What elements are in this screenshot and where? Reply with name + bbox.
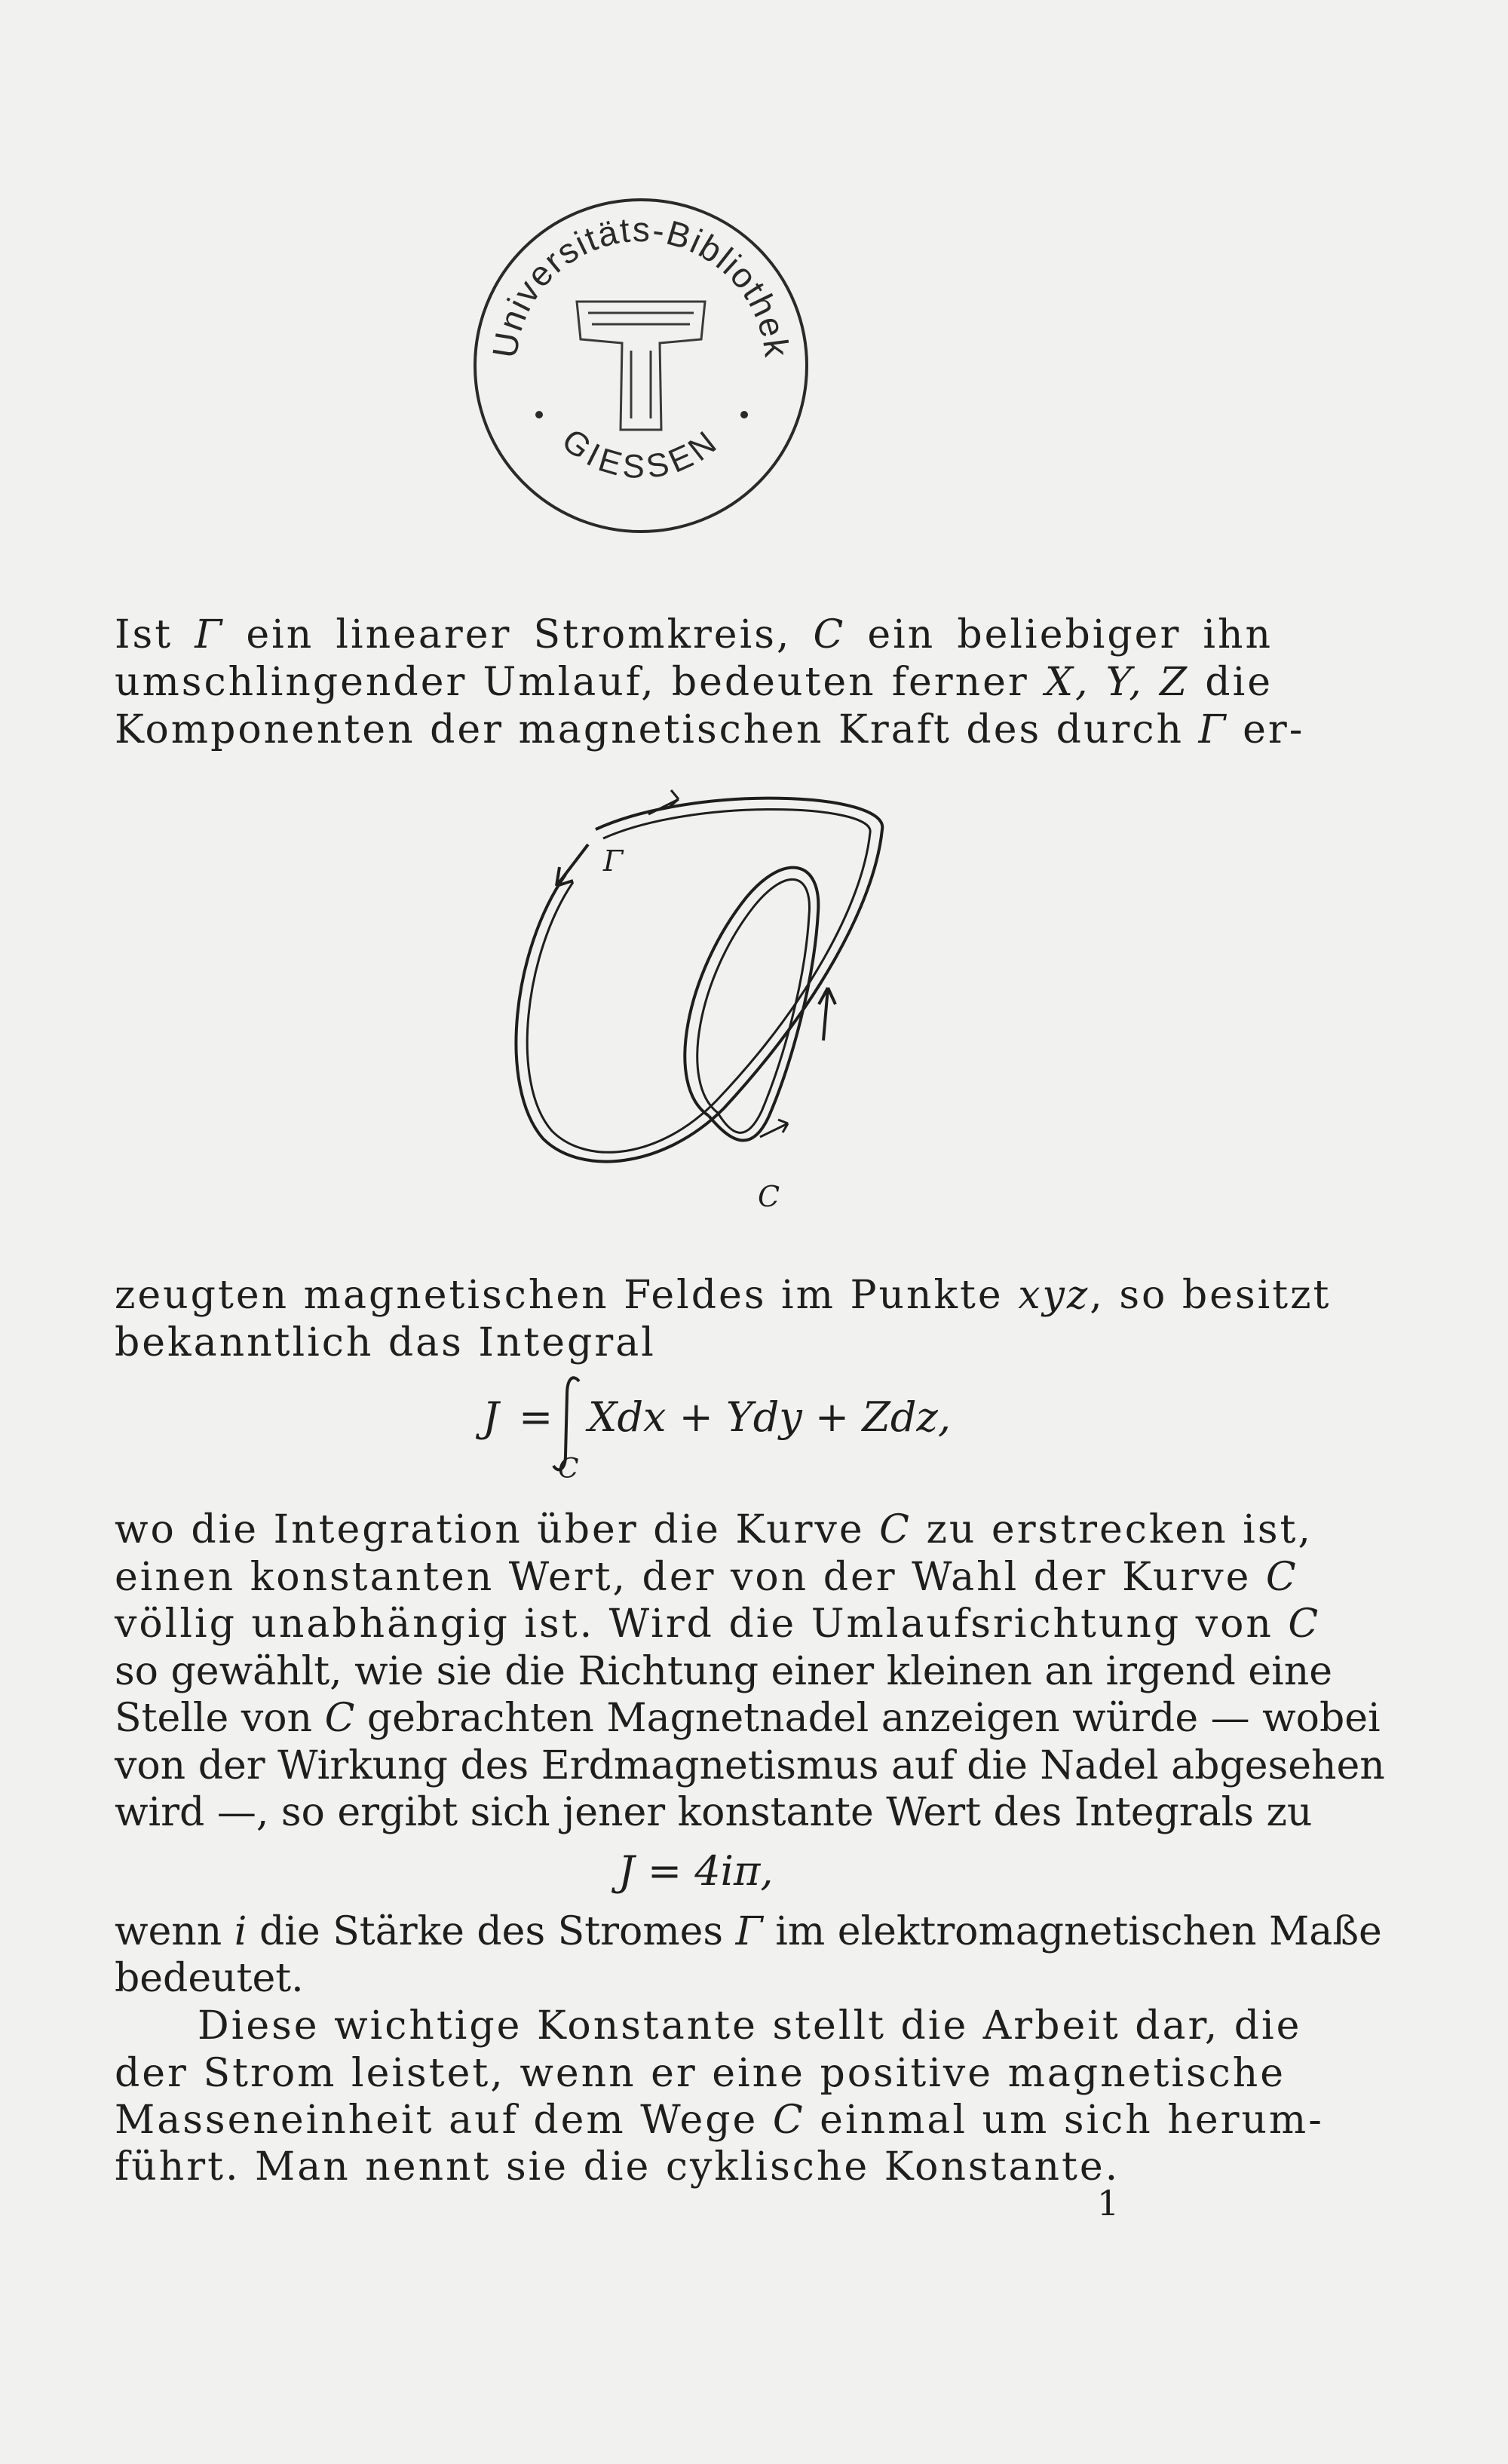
text-line: wird —, so ergibt sich jener konstante Wert des Integrals zu (115, 1790, 1313, 1835)
text-line: bedeutet. (115, 1956, 304, 2001)
figure-label-c: C (758, 1180, 780, 1213)
library-stamp (464, 188, 818, 543)
stamp-emblem-icon (577, 302, 705, 430)
text-line: Stelle von C gebrachten Magnetnadel anzeigen würde — wobei (115, 1696, 1381, 1741)
text-line: einen konstanten Wert, der von der Wahl der Kurve C (115, 1555, 1298, 1600)
text-line: umschlingender Umlauf, bedeuten ferner X, Y, Z die (115, 660, 1273, 705)
text-line: Masseneinheit auf dem Wege C einmal um sich herum- (115, 2098, 1324, 2143)
integral-equation (483, 1372, 1025, 1485)
text-line: wo die Integration über die Kurve C zu erstrecken ist, (115, 1507, 1313, 1552)
page-number: 1 (1097, 2183, 1120, 2223)
text-line: der Strom leistet, wenn er eine positive magnetische (115, 2051, 1286, 2096)
figure-label-gamma: Γ (603, 844, 624, 878)
svg-text:Universitäts-Bibliothek (485, 210, 797, 360)
equation-lhs: J (483, 1393, 499, 1441)
current-loop-figure (498, 784, 920, 1237)
text-line: von der Wirkung des Erdmagnetismus auf die Nadel abgesehen (115, 1743, 1385, 1788)
equation-subscript: C (558, 1454, 579, 1485)
stamp-text-top: Universitäts-Bibliothek (484, 209, 797, 361)
text-line: Komponenten der magnetischen Kraft des durch Γ er- (115, 707, 1305, 752)
text-line: zeugten magnetischen Feldes im Punkte xyz, so besitzt (115, 1273, 1332, 1318)
equation-body: Xdx + Ydy + Zdz, (588, 1393, 952, 1441)
text-line: führt. Man nennt sie die cyklische Konstante. (115, 2144, 1120, 2190)
equation-equals: = (519, 1393, 553, 1441)
stamp-text-bottom: GIESSEN (555, 421, 727, 486)
text-line: so gewählt, wie sie die Richtung einer kleinen an irgend eine (115, 1649, 1332, 1694)
text-line: wenn i die Stärke des Stromes Γ im elektromagnetischen Maße (115, 1909, 1382, 1954)
text-line: Diese wichtige Konstante stellt die Arbeit dar, die (198, 2003, 1302, 2049)
svg-text:GIESSEN (555, 421, 727, 486)
cyclic-constant-equation: J = 4iπ, (618, 1847, 774, 1895)
text-line: bekanntlich das Integral (115, 1320, 656, 1365)
text-line: Ist Γ ein linearer Stromkreis, C ein beliebiger ihn (115, 612, 1273, 657)
text-line: völlig unabhängig ist. Wird die Umlaufsrichtung von C (115, 1601, 1321, 1647)
